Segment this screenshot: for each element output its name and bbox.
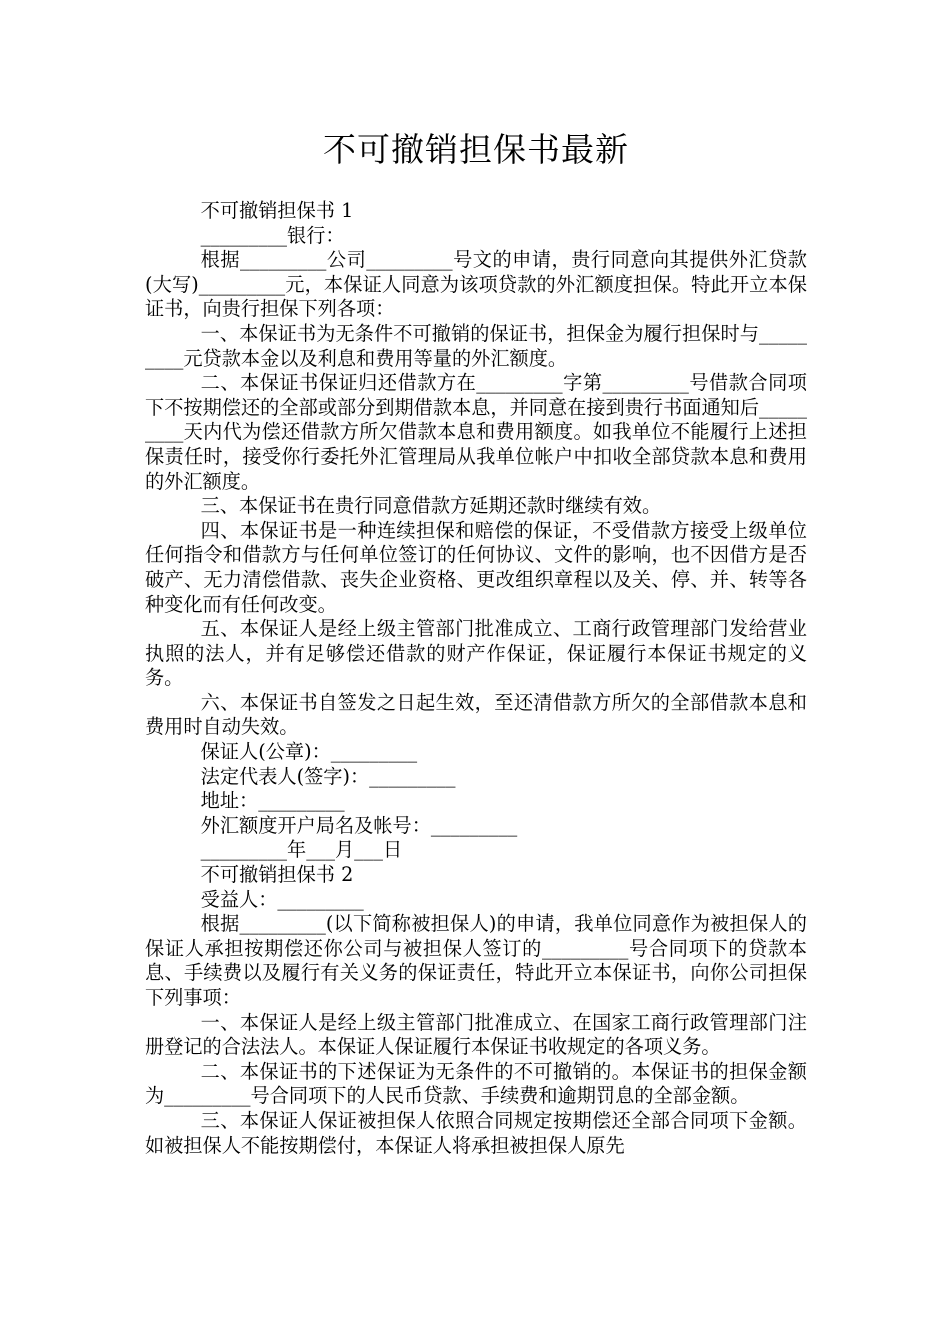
body-paragraph: 四、本保证书是一种连续担保和赔偿的保证，不受借款方接受上级单位任何指令和借款方与任何单位签订的任何协议、文件的影响，也不因借方是否破产、无力清偿借款、丧失企业资格、更改组织章程以及关、停、并、转等各种变化而有任何改变。 [145,518,807,616]
body-paragraph: 三、本保证人保证被担保人依照合同规定按期偿还全部合同项下金额。如被担保人不能按期偿付，本保证人将承担被担保人原先 [145,1108,807,1157]
body-paragraph: 二、本保证书保证归还借款方在_________字第_________号借款合同项下不按期偿还的全部或部分到期借款本息，并同意在接到贵行书面通知后_________天内代为偿还借款方所欠借款本息和费用额度。如我单位不能履行上述担保责任时，接受你行委托外汇管理局从我单位帐户中扣收全部贷款本息和费用的外汇额度。 [145,371,807,493]
signature-line-date: _________年___月___日 [200,838,403,862]
body-paragraph: 一、本保证人是经上级主管部门批准成立、在国家工商行政管理部门注册登记的合法法人。本保证人保证履行本保证书收规定的各项义务。 [145,1010,807,1059]
body-paragraph: 二、本保证书的下述保证为无条件的不可撤销的。本保证书的担保金额为_________号合同项下的人民币贷款、手续费和逾期罚息的全部金额。 [145,1059,807,1108]
section-heading-2: 不可撤销担保书 2 [200,863,354,887]
signature-line-account: 外汇额度开户局名及帐号：_________ [200,813,518,837]
body-paragraph: 一、本保证书为无条件不可撤销的保证书，担保金为履行担保时与_________元贷款本金以及利息和费用等量的外汇额度。 [145,321,807,370]
body-paragraph: 五、本保证人是经上级主管部门批准成立、工商行政管理部门发给营业执照的法人，并有足够偿还借款的财产作保证，保证履行本保证书规定的义务。 [145,617,807,690]
document-page [145,125,807,1158]
body-paragraph: 根据_________公司_________号文的申请，贵行同意向其提供外汇贷款(大写)_________元，本保证人同意为该项贷款的外汇额度担保。特此开立本保证书，向贵行担保下列各项： [145,248,807,321]
document-body [145,199,807,1158]
addressee-line: _________银行： [200,223,345,247]
body-paragraph: 根据_________(以下简称被担保人)的申请，我单位同意作为被担保人的保证人承担按期偿还你公司与被担保人签订的_________号合同项下的贷款本息、手续费以及履行有关义务的保证责任，特此开立本保证书，向你公司担保下列事项： [145,912,807,1009]
beneficiary-line: 受益人：_________ [200,887,364,911]
document-title: 不可撤销担保书最新 [323,130,629,169]
signature-line-guarantor: 保证人(公章)：_________ [200,740,418,764]
signature-line-address: 地址：_________ [200,789,345,813]
body-paragraph: 六、本保证书自签发之日起生效，至还清借款方所欠的全部借款本息和费用时自动失效。 [145,690,807,739]
body-paragraph: 三、本保证书在贵行同意借款方延期还款时继续有效。 [200,494,662,518]
section-heading-1: 不可撤销担保书 1 [200,199,354,222]
signature-line-representative: 法定代表人(签字)：_________ [200,764,456,788]
